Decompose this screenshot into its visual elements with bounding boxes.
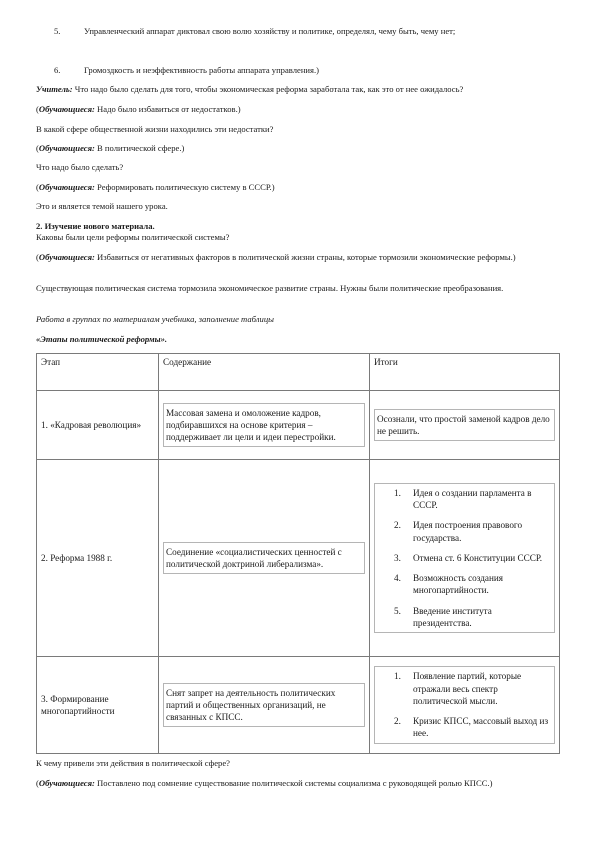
student-answer: (Обучающиеся: Поставлено под сомнение существование политической системы социализма с руководящей ролью КПСС.) <box>36 778 493 788</box>
content-cell: Снят запрет на деятельность политических партий и общественных организаций, не связанных с КПСС. <box>159 657 370 754</box>
list-text: Громоздкость и неэффективность работы аппарата управления.) <box>84 65 319 76</box>
speaker-label: Учитель: <box>36 84 73 94</box>
section-heading: 2. Изучение нового материала. <box>36 221 155 231</box>
section-question: Каковы были цели реформы политической системы? <box>36 232 230 242</box>
speaker-label: Обучающиеся: <box>38 778 95 788</box>
results-list <box>377 487 552 630</box>
table-title: «Этапы политической реформы». <box>36 334 168 344</box>
table-header-row <box>37 354 560 391</box>
stages-table <box>36 353 560 754</box>
list-item: 1. Появление партий, которые отражали весь спектр политической мысли. <box>394 671 522 706</box>
student-answer: (Обучающиеся: Избавиться от негативных факторов в политической жизни страны, которые тормозили экономические реформы.) <box>36 252 516 262</box>
stage-cell: 1. «Кадровая революция» <box>37 391 159 460</box>
speaker-label: Обучающиеся: <box>38 252 95 262</box>
content-cell: Массовая замена и омоложение кадров, подбиравшихся на основе критерия – поддерживает ли цели и идеи перестройки. <box>159 391 370 460</box>
header-cell: Итоги <box>370 354 560 391</box>
student-answer: (Обучающиеся: Надо было избавиться от недостатков.) <box>36 104 241 114</box>
teacher-question: Что надо было сделать? <box>36 162 124 172</box>
list-item: 1. Идея о создании парламента в СССР. <box>394 487 532 510</box>
section-statement: Существующая политическая система тормозила экономическое развитие страны. Нужны были политические преобразования. <box>36 283 504 293</box>
lesson-topic-note: Это и является темой нашего урока. <box>36 201 168 211</box>
stage-cell: 2. Реформа 1988 г. <box>37 460 159 657</box>
result-cell <box>370 460 560 657</box>
list-text: Управленческий аппарат диктовал свою волю хозяйству и политике, определял, чему быть, чему нет; <box>84 26 456 36</box>
table-row <box>37 657 560 754</box>
stage-cell: 3. Формирование многопартийности <box>37 657 159 754</box>
list-item <box>36 26 595 37</box>
list-item <box>36 65 595 76</box>
task-instruction: Работа в группах по материалам учебника, заполнение таблицы <box>36 314 274 324</box>
speaker-label: Обучающиеся: <box>38 182 95 192</box>
closing-question: К чему привели эти действия в политической сфере? <box>36 758 230 768</box>
list-number: 6. <box>54 65 61 76</box>
results-list <box>377 670 552 740</box>
teacher-question: Учитель: Что надо было сделать для того, чтобы экономическая реформа заработала так, как это от нее ожидалось? <box>36 84 464 94</box>
list-item: 2. Идея построения правового государства. <box>394 520 523 543</box>
speaker-label: Обучающиеся: <box>38 104 95 114</box>
speaker-label: Обучающиеся: <box>38 143 95 153</box>
list-item: 4. Возможность создания многопартийности. <box>394 573 504 596</box>
result-cell: Осознали, что простой заменой кадров дело не решить. <box>370 391 560 460</box>
header-cell: Содержание <box>159 354 370 391</box>
list-number: 5. <box>54 26 61 36</box>
shortcomings-list <box>36 0 560 76</box>
list-item: 5. Введение института президентства. <box>394 605 492 629</box>
header-cell: Этап <box>37 354 159 391</box>
table-row <box>37 460 560 657</box>
content-cell: Соединение «социалистических ценностей с политической доктриной либерализма». <box>159 460 370 657</box>
student-answer: (Обучающиеся: Реформировать политическую систему в СССР.) <box>36 182 275 192</box>
list-item: 2. Кризис КПСС, массовый выход из нее. <box>394 716 549 739</box>
document-page <box>36 0 560 788</box>
list-item: 3. Отмена ст. 6 Конституции СССР. <box>394 552 543 563</box>
result-cell <box>370 657 560 754</box>
student-answer: (Обучающиеся: В политической сфере.) <box>36 143 185 153</box>
table-row <box>37 391 560 460</box>
teacher-question: В какой сфере общественной жизни находились эти недостатки? <box>36 124 274 134</box>
